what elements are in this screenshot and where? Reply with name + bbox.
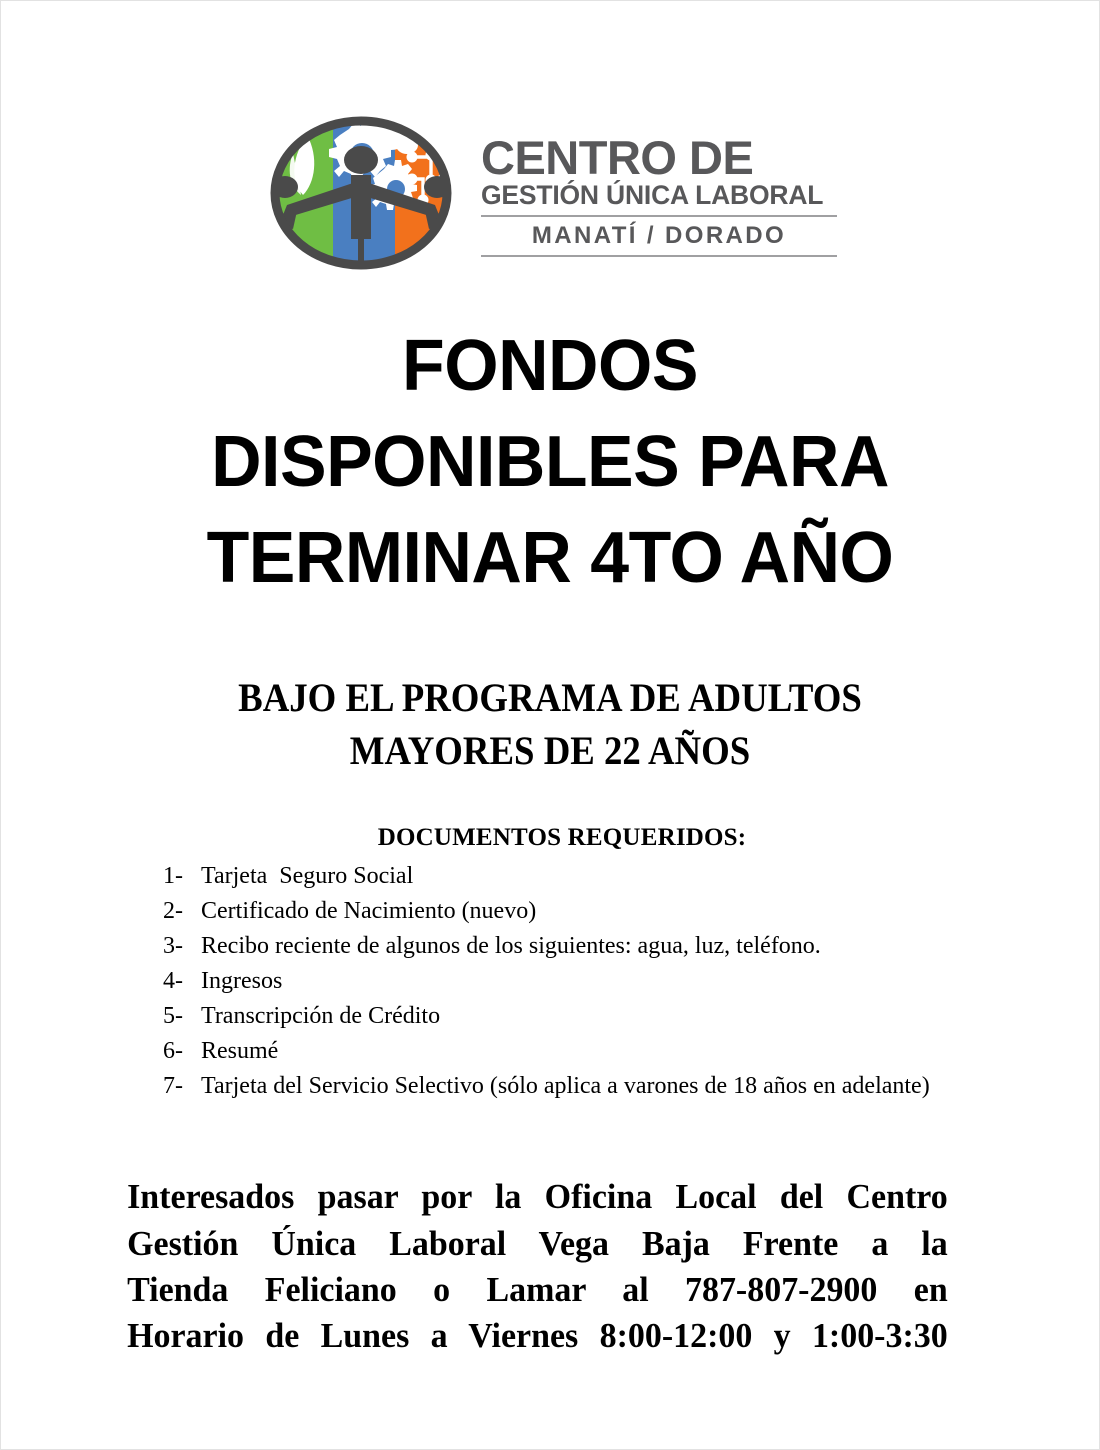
list-item	[163, 1069, 1099, 1104]
page-subtitle	[45, 672, 1055, 778]
list-item-label: Recibo reciente de algunos de los siguientes: agua, luz, teléfono.	[201, 933, 821, 960]
list-item	[163, 999, 1099, 1034]
list-item-label: Transcripción de Crédito	[201, 1003, 441, 1030]
logo-divider-top	[481, 215, 837, 217]
list-item-label: Ingresos	[201, 968, 283, 995]
list-item	[163, 964, 1099, 999]
required-documents-list	[1, 859, 1099, 1104]
contact-line-1: Interesados pasar por la Oficina Local del Centro	[127, 1177, 948, 1217]
logo-line-gestion-unica-laboral: GESTIÓN ÚNICA LABORAL	[481, 179, 824, 210]
list-item-number: 5-	[163, 1003, 183, 1030]
logo-divider-bottom	[481, 255, 837, 257]
list-item-number: 1-	[163, 863, 183, 890]
required-documents-heading: DOCUMENTOS REQUERIDOS:	[377, 823, 747, 851]
list-item	[163, 859, 1099, 894]
list-item-number: 3-	[163, 933, 183, 960]
headline-line-2: DISPONIBLES PARA	[211, 421, 889, 502]
list-item-label: Tarjeta Seguro Social	[201, 863, 414, 890]
list-item-number: 2-	[163, 898, 183, 925]
headline-line-3: TERMINAR 4TO AÑO	[206, 517, 894, 598]
contact-paragraph	[1, 1174, 1066, 1359]
list-item-number: 6-	[163, 1038, 183, 1065]
list-item-label: Resumé	[201, 1038, 279, 1065]
list-item-number: 7-	[163, 1073, 183, 1100]
list-item	[163, 894, 1099, 929]
contact-line-4: Horario de Lunes a Viernes 8:00-12:00 y 1:00-3:30	[127, 1315, 948, 1355]
subtitle-line-2: MAYORES DE 22 AÑOS	[349, 728, 751, 774]
list-item	[163, 1034, 1099, 1069]
subtitle-line-1: BAJO EL PROGRAMA DE ADULTOS	[238, 675, 862, 721]
required-documents-section	[1, 822, 1099, 1104]
list-item-number: 4-	[163, 968, 183, 995]
logo-line-centro-de: CENTRO DE	[481, 130, 754, 184]
page-title	[17, 319, 1082, 606]
list-item	[163, 929, 1099, 964]
logo-wordmark	[481, 129, 837, 258]
logo-line-manati-dorado: MANATÍ / DORADO	[531, 222, 787, 250]
logo-header	[1, 1, 1099, 273]
list-item-label: Tarjeta del Servicio Selectivo (sólo aplica a varones de 18 años en adelante)	[201, 1073, 930, 1100]
headline-line-1: FONDOS	[402, 326, 698, 406]
contact-line-3: Tienda Feliciano o Lamar al 787-807-2900 en	[127, 1269, 948, 1309]
contact-line-2: Gestión Única Laboral Vega Baja Frente a la	[127, 1223, 948, 1263]
centro-gestion-unica-laboral-emblem	[263, 113, 459, 273]
list-item-label: Certificado de Nacimiento (nuevo)	[201, 898, 537, 925]
